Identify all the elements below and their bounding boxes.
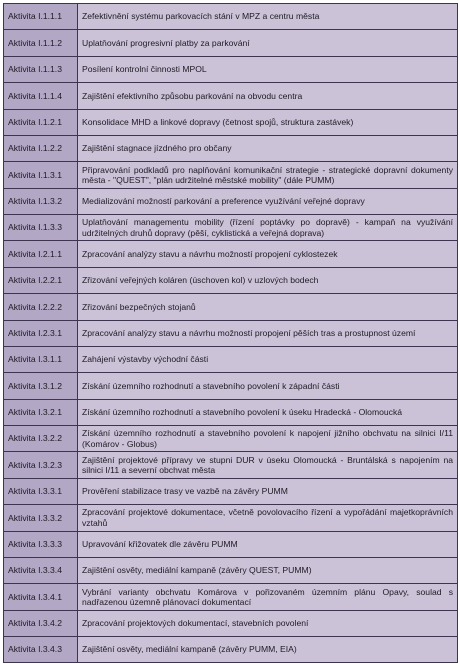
table-row [4, 452, 458, 478]
table-row [4, 83, 458, 109]
activity-code-cell: Aktivita I.1.2.1 [4, 109, 78, 135]
activities-table-wrapper [3, 3, 457, 663]
activity-description-cell: Zajištění projektové přípravy ve stupni DUR v úseku Olomoucká - Bruntálská s napojením na silnici I/11 a severní obchvat města [78, 452, 458, 478]
activity-code-cell: Aktivita I.2.2.2 [4, 294, 78, 320]
activity-description-cell: Zpracování analýzy stavu a návrhu možností propojení cyklostezek [78, 241, 458, 267]
table-row [4, 426, 458, 452]
activity-code-cell: Aktivita I.1.3.1 [4, 162, 78, 188]
activity-description-cell: Uplatňování managementu mobility (řízení poptávky po dopravě) - kampaň na využívání udržitelných druhů dopravy (pěší, cyklistická a veřejná doprava) [78, 215, 458, 241]
activity-description-cell: Získání územního rozhodnutí a stavebního povolení k úseku Hradecká - Olomoucká [78, 399, 458, 425]
activity-description-cell: Zřizování bezpečných stojanů [78, 294, 458, 320]
activity-code-cell: Aktivita I.1.3.2 [4, 188, 78, 214]
activity-code-cell: Aktivita I.2.2.1 [4, 267, 78, 293]
table-row [4, 531, 458, 557]
activity-code-cell: Aktivita I.3.4.2 [4, 610, 78, 636]
activity-description-cell: Zřizování veřejných koláren (úschoven kol) v uzlových bodech [78, 267, 458, 293]
activity-code-cell: Aktivita I.2.1.1 [4, 241, 78, 267]
table-row [4, 109, 458, 135]
table-row [4, 162, 458, 188]
activity-description-cell: Získání územního rozhodnutí a stavebního povolení k západní části [78, 373, 458, 399]
activity-code-cell: Aktivita I.1.1.4 [4, 83, 78, 109]
activity-code-cell: Aktivita I.3.2.3 [4, 452, 78, 478]
activity-description-cell: Prověření stabilizace trasy ve vazbě na závěry PUMM [78, 478, 458, 504]
table-row [4, 4, 458, 30]
activity-description-cell: Připravování podkladů pro naplňování komunikační strategie - strategické dopravní dokumenty města - "QUEST", "plán udržitelné městské mobility" (dále PUMM) [78, 162, 458, 188]
activity-description-cell: Posílení kontrolní činnosti MPOL [78, 56, 458, 82]
activity-code-cell: Aktivita I.3.3.2 [4, 505, 78, 531]
activities-table-body [4, 4, 458, 663]
activities-table [3, 3, 458, 663]
activity-code-cell: Aktivita I.1.1.3 [4, 56, 78, 82]
activity-code-cell: Aktivita I.3.3.4 [4, 557, 78, 583]
table-row [4, 241, 458, 267]
table-row [4, 399, 458, 425]
table-row [4, 557, 458, 583]
table-row [4, 267, 458, 293]
table-row [4, 478, 458, 504]
table-row [4, 505, 458, 531]
activity-description-cell: Zpracování projektových dokumentací, stavebních povolení [78, 610, 458, 636]
table-row [4, 215, 458, 241]
table-row [4, 373, 458, 399]
activity-code-cell: Aktivita I.3.1.1 [4, 346, 78, 372]
activity-description-cell: Zajištění osvěty, mediální kampaně (závěry PUMM, EIA) [78, 637, 458, 663]
activity-description-cell: Vybrání varianty obchvatu Komárova v pořizovaném územním plánu Opavy, soulad s nadřazenou územně plánovací dokumentací [78, 584, 458, 610]
table-row [4, 135, 458, 161]
table-row [4, 637, 458, 663]
activity-description-cell: Konsolidace MHD a linkové dopravy (četnost spojů, struktura zastávek) [78, 109, 458, 135]
activity-description-cell: Zpracování analýzy stavu a návrhu možností propojení pěších tras a prostupnost území [78, 320, 458, 346]
table-row [4, 188, 458, 214]
activity-description-cell: Zahájení výstavby východní části [78, 346, 458, 372]
table-row [4, 610, 458, 636]
activity-description-cell: Upravování křižovatek dle závěru PUMM [78, 531, 458, 557]
activity-code-cell: Aktivita I.3.2.2 [4, 426, 78, 452]
activity-description-cell: Zpracování projektové dokumentace, včetně povolovacího řízení a vypořádání majetkoprávních vztahů [78, 505, 458, 531]
activity-code-cell: Aktivita I.3.1.2 [4, 373, 78, 399]
activity-code-cell: Aktivita I.3.3.1 [4, 478, 78, 504]
activity-description-cell: Uplatňování progresivní platby za parkování [78, 30, 458, 56]
activity-code-cell: Aktivita I.1.1.2 [4, 30, 78, 56]
activity-code-cell: Aktivita I.3.2.1 [4, 399, 78, 425]
table-row [4, 584, 458, 610]
table-row [4, 320, 458, 346]
table-row [4, 346, 458, 372]
activity-description-cell: Získání územního rozhodnutí a stavebního povolení k napojení jižního obchvatu na silnici I/11 (Komárov - Globus) [78, 426, 458, 452]
table-row [4, 30, 458, 56]
activity-code-cell: Aktivita I.3.4.1 [4, 584, 78, 610]
activity-code-cell: Aktivita I.3.4.3 [4, 637, 78, 663]
table-row [4, 56, 458, 82]
activity-description-cell: Medializování možností parkování a preference využívání veřejné dopravy [78, 188, 458, 214]
activity-code-cell: Aktivita I.1.2.2 [4, 135, 78, 161]
table-row [4, 294, 458, 320]
activity-code-cell: Aktivita I.1.3.3 [4, 215, 78, 241]
activity-code-cell: Aktivita I.3.3.3 [4, 531, 78, 557]
activity-description-cell: Zefektivnění systému parkovacích stání v MPZ a centru města [78, 4, 458, 30]
activity-code-cell: Aktivita I.2.3.1 [4, 320, 78, 346]
activity-code-cell: Aktivita I.1.1.1 [4, 4, 78, 30]
activity-description-cell: Zajištění stagnace jízdného pro občany [78, 135, 458, 161]
activity-description-cell: Zajištění osvěty, mediální kampaně (závěry QUEST, PUMM) [78, 557, 458, 583]
activity-description-cell: Zajištění efektivního způsobu parkování na obvodu centra [78, 83, 458, 109]
